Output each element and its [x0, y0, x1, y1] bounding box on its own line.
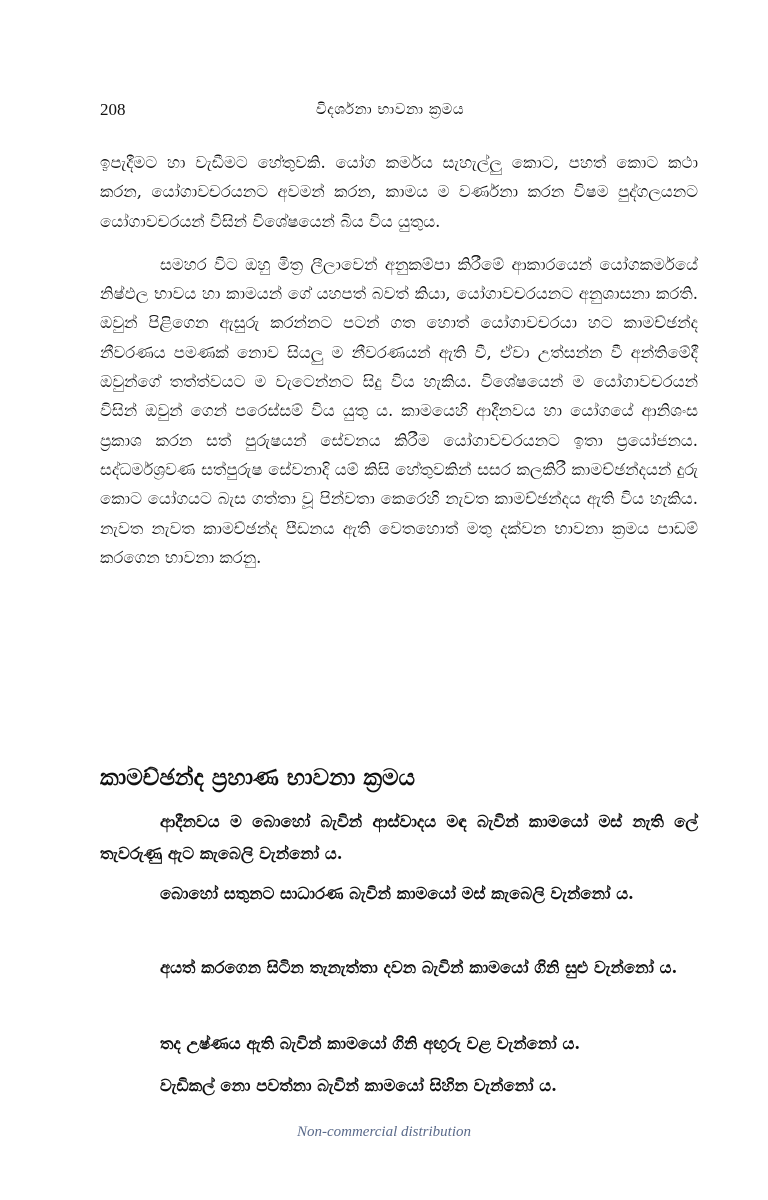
body-text	[100, 148, 698, 572]
contemplation-text: තද උෂ්ණය ඇති බැවින් කාමයෝ ගිනි අඟුරු වළ වැන්නෝ ය.	[160, 1034, 581, 1053]
page-header	[100, 100, 680, 128]
contemplation-text: වැඩිකල් නො පවත්නා බැවින් කාමයෝ සිහින වැන්නෝ ය.	[160, 1076, 557, 1095]
contemplation-item	[100, 1070, 698, 1102]
contemplation-text: ආදීනවය ම බොහෝ බැවින් ආස්වාදය මඳ බැවින් කාමයෝ මස් නැති ලේ තැවරුණු ඇට කැබෙලි වැන්නෝ ය.	[100, 812, 698, 863]
contemplation-item	[100, 806, 698, 870]
section-heading: කාමච්ඡන්ද ප්‍රහාණ භාවනා ක්‍රමය	[100, 764, 416, 791]
contemplation-item	[100, 1028, 698, 1060]
contemplation-text: බොහෝ සතුනට සාධාරණ බැවින් කාමයෝ මස් කැබෙලි වැන්නෝ ය.	[160, 884, 634, 903]
footer-note: Non-commercial distribution	[296, 1124, 472, 1140]
contemplation-item	[100, 878, 698, 910]
contemplation-item	[100, 952, 698, 984]
contemplation-text: අයත් කරගෙන සිටින තැනැත්තා දවන බැවින් කාමයෝ ගිනි සුළු වැන්නෝ ය.	[160, 958, 678, 977]
paragraph-continuation: ඉපැදීමට හා වැඩීමට හේතුවකි. යෝග කර්මය සැහැල්ලු කොට, පහත් කොට කථා කරන, යෝගාවචරයනට අවමන් කරන, කාමය ම වර්ණනා කරන විෂම පුද්ගලයනට යෝගාවචරයන් විසින් විශේෂයෙන් බිය විය යුතුය.	[100, 153, 698, 231]
page-number: 208	[100, 100, 126, 119]
paragraph-main: සමහර විට ඔහු මිත්‍ර ලීලාවෙන් අනුකම්පා කිරීමේ ආකාරයෙන් යෝගකර්මයේ නිෂ්ඵල භාවය හා කාමයන් ගේ යහපත් බවත් කියා, යෝගාවචරයනට අනුශාසනා කරති. ඔවුන් පිළිගෙන ඇසුරු කරන්නට පටන් ගත හොත් යෝගාවචරයා හට කාමච්ඡන්ද නීවරණය පමණක් නොව සියලු ම නීවරණයන් ඇති වී, ඒවා උත්සන්න වී අන්තිමේදී ඔවුන්ගේ තත්ත්වයට ම වැටෙන්නට සිදු විය හැකිය. විශේෂයෙන් ම යෝගාවචරයන් විසින් ඔවුන් ගෙන් පරෙස්සම් විය යුතු ය. කාමයෙහි ආදීනවය හා යෝගයේ ආනිශංස ප්‍රකාශ කරන සත් පුරුෂයන් සේවනය කිරීම යෝගාවචරයනට ඉතා ප්‍රයෝජනය. සද්ධර්මශ්‍රවණ සත්පුරුෂ සේවනාදි යම් කිසි හේතුවකින් සසර කලකිරී කාමච්ඡන්දයන් දුරු කොට යෝගයට බැස ගත්තා වූ පින්වතා කෙරෙහි නැවත කාමච්ඡන්දය ඇති විය හැකිය. නැවත නැවත කාමච්ඡන්ද පීඩනය ඇති වෙතහොත් මතු දක්වන භාවනා ක්‍රමය පාඩම් කරගෙන භාවනා කරනු.	[100, 254, 698, 567]
running-title: විදර්ශනා භාවනා ක්‍රමය	[315, 100, 465, 118]
